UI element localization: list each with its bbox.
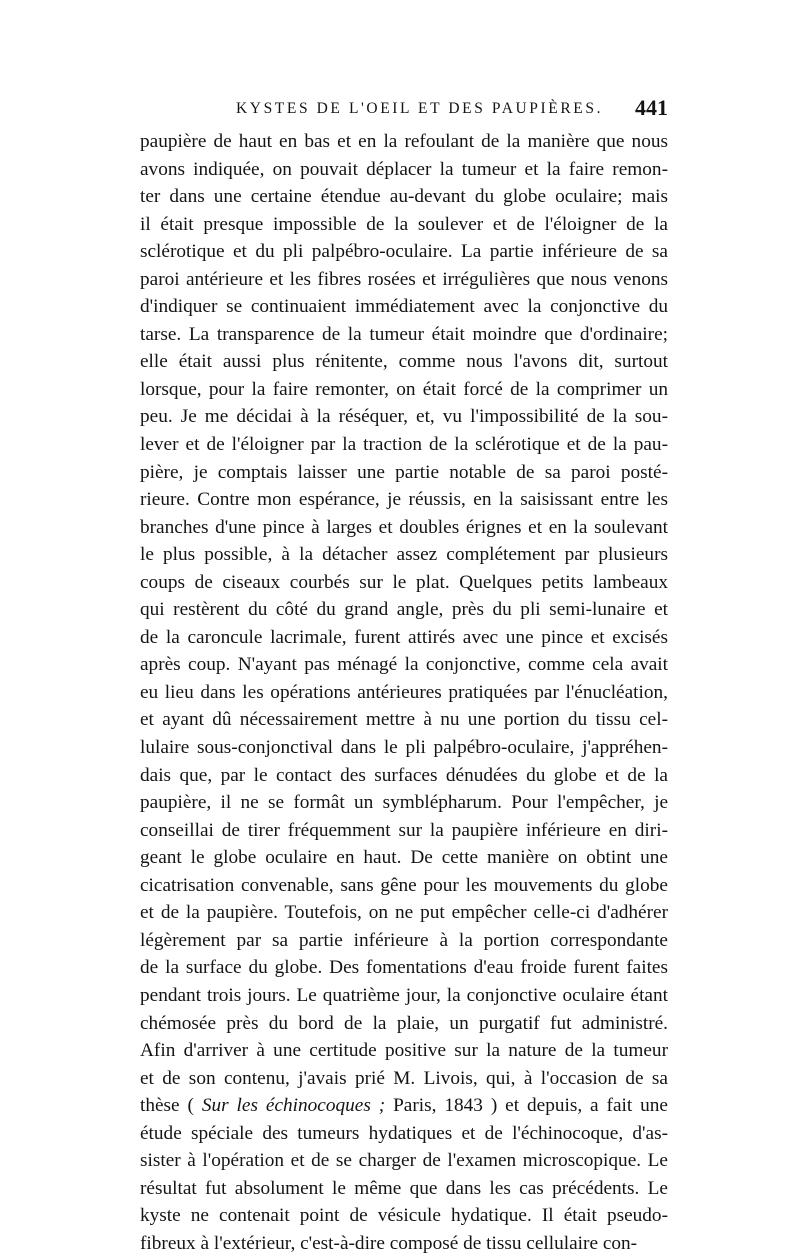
- text-line: et ayant dû nécessairement mettre à nu une portion du tissu cel-: [140, 709, 668, 731]
- text-segment: Paris, 1843 ) et depuis, a fait une: [385, 1095, 668, 1117]
- text-line: sclérotique et du pli palpébro-oculaire. La partie inférieure de sa: [140, 241, 668, 263]
- page-header: [140, 92, 668, 128]
- page-number: 441: [635, 95, 668, 120]
- text-line: cicatrisation convenable, sans gêne pour les mouvements du globe: [140, 874, 668, 896]
- text-line: kyste ne contenait point de vésicule hydatique. Il était pseudo-: [140, 1205, 668, 1227]
- text-line: résultat fut absolument le même que dans les cas précédents. Le: [140, 1177, 668, 1199]
- text-line: lulaire sous-conjonctival dans le pli palpébro-oculaire, j'appréhen-: [140, 737, 668, 759]
- text-line: il était presque impossible de la soulever et de l'éloigner de la: [140, 213, 668, 235]
- text-line: peu. Je me décidai à la réséquer, et, vu l'impossibilité de la sou-: [140, 406, 668, 428]
- text-line: ter dans une certaine étendue au-devant du globe oculaire; mais: [140, 186, 668, 208]
- body-text: [140, 128, 668, 1257]
- text-line: conseillai de tirer fréquemment sur la paupière inférieure en diri-: [140, 819, 668, 841]
- text-line: branches d'une pince à larges et doubles érignes et en la soulevant: [140, 516, 668, 538]
- text-line: geant le globe oculaire en haut. De cette manière on obtint une: [140, 847, 668, 869]
- text-line: et de la paupière. Toutefois, on ne put empêcher celle-ci d'adhérer: [140, 902, 668, 924]
- text-line: eu lieu dans les opérations antérieures pratiquées par l'énucléation,: [140, 681, 668, 703]
- text-line: coups de ciseaux courbés sur le plat. Quelques petits lambeaux: [140, 571, 668, 593]
- text-line: lorsque, pour la faire remonter, on était forcé de la comprimer un: [140, 378, 668, 400]
- text-line: le plus possible, à la détacher assez complétement par plusieurs: [140, 544, 668, 566]
- text-line: qui restèrent du côté du grand angle, près du pli semi-lunaire et: [140, 599, 668, 621]
- text-line: chémosée près du bord de la plaie, un purgatif fut administré.: [140, 1012, 668, 1034]
- text-line: fibreux à l'extérieur, c'est-à-dire composé de tissu cellulaire con-: [140, 1232, 638, 1254]
- text-line: de la surface du globe. Des fomentations d'eau froide furent faites: [140, 957, 668, 979]
- text-line: et de son contenu, j'avais prié M. Livois, qui, à l'occasion de sa: [140, 1067, 668, 1089]
- text-line: paupière de haut en bas et en la refoulant de la manière que nous: [140, 131, 668, 152]
- italic-title: Sur les échinocoques ;: [201, 1095, 386, 1117]
- text-line: tarse. La transparence de la tumeur était moindre que d'ordinaire;: [140, 323, 668, 345]
- text-line: paroi antérieure et les fibres rosées et irrégulières que nous venons: [140, 268, 668, 290]
- text-line: elle était aussi plus rénitente, comme nous l'avons dit, surtout: [140, 351, 668, 373]
- running-title: KYSTES DE L'OEIL ET DES PAUPIÈRES.: [236, 100, 604, 117]
- text-line: pière, je comptais laisser une partie notable de sa paroi posté-: [140, 461, 668, 483]
- text-line: rieure. Contre mon espérance, je réussis, en la saisissant entre les: [140, 489, 668, 511]
- text-line: Afin d'arriver à une certitude positive sur la nature de la tumeur: [140, 1040, 668, 1062]
- text-segment: thèse (: [140, 1095, 202, 1117]
- text-line: paupière, il ne se formât un symblépharum. Pour l'empêcher, je: [140, 792, 668, 814]
- text-line: avons indiquée, on pouvait déplacer la tumeur et la faire remon-: [140, 158, 668, 180]
- text-line: pendant trois jours. Le quatrième jour, la conjonctive oculaire étant: [140, 984, 668, 1006]
- text-line: d'indiquer se continuaient immédiatement avec la conjonctive du: [140, 296, 668, 318]
- text-line: de la caroncule lacrimale, furent attirés avec une pince et excisés: [140, 626, 668, 648]
- text-line: sister à l'opération et de se charger de l'examen microscopique. Le: [140, 1150, 668, 1172]
- text-line: [140, 1092, 668, 1120]
- text-line: lever et de l'éloigner par la traction de la sclérotique et de la pau-: [140, 434, 668, 456]
- text-line: étude spéciale des tumeurs hydatiques et de l'échinocoque, d'as-: [140, 1122, 668, 1144]
- text-line: légèrement par sa partie inférieure à la portion correspondante: [140, 929, 668, 951]
- text-line: dais que, par le contact des surfaces dénudées du globe et de la: [140, 764, 668, 786]
- text-line: après coup. N'ayant pas ménagé la conjonctive, comme cela avait: [140, 654, 668, 676]
